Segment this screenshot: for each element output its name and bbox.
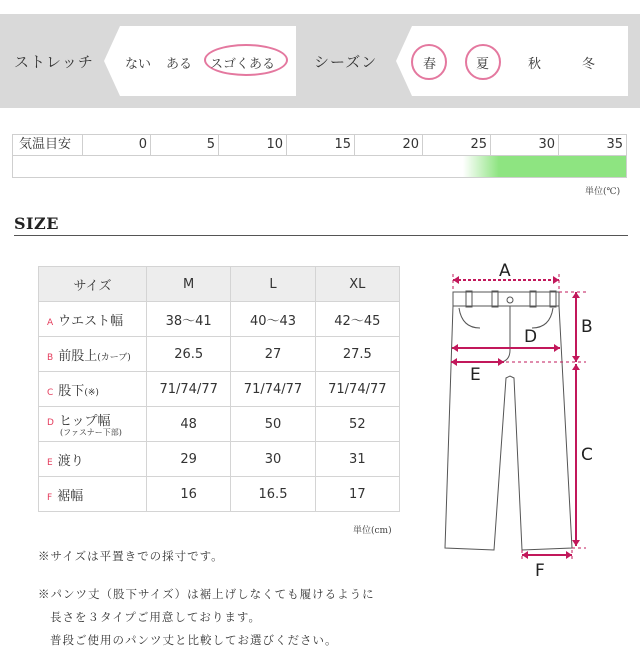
table-cell: 48 (147, 407, 231, 442)
pocket-line (459, 308, 480, 328)
measure-note: (※) (84, 387, 99, 398)
belt-loop (550, 291, 556, 307)
measure-letter: D (47, 418, 54, 428)
measure-letter: C (47, 387, 54, 398)
diagram-label-a: A (499, 261, 511, 281)
stretch-option-very: スゴくある (210, 57, 276, 72)
row-label (39, 407, 147, 442)
measure-note: (ファスナー下部) (60, 428, 122, 437)
temperature-guide (12, 134, 627, 178)
temperature-tick: 20 (355, 135, 423, 155)
temperature-tick: 5 (151, 135, 219, 155)
diagram-label-c: C (581, 445, 593, 465)
row-label (39, 477, 147, 512)
table-cell: 50 (231, 407, 315, 442)
size-table (38, 266, 400, 512)
row-label (39, 442, 147, 477)
table-header-cell: M (147, 267, 231, 302)
measure-letter: F (47, 492, 53, 503)
row-label (39, 302, 147, 337)
measure-name: 渡り (57, 453, 84, 469)
table-row (39, 477, 400, 512)
fly-stitch (502, 306, 510, 362)
table-cell: 16 (147, 477, 231, 512)
size-section-title: SIZE (14, 214, 59, 233)
belt-loop (530, 291, 536, 307)
table-cell: 17 (315, 477, 399, 512)
belt-loop (492, 291, 498, 307)
measure-name: ウエスト幅 (58, 313, 124, 329)
diagram-label-b: B (581, 317, 593, 337)
row-label (39, 337, 147, 372)
waistband-outline (453, 292, 559, 306)
table-header-row (39, 267, 400, 302)
temperature-range-fill (463, 156, 626, 177)
pocket-line (532, 308, 553, 328)
table-cell: 40〜43 (231, 302, 315, 337)
measure-name: 前股上 (58, 348, 98, 364)
season-option-summer: 夏 (476, 57, 490, 72)
table-cell: 71/74/77 (315, 372, 399, 407)
season-label: シーズン (314, 53, 378, 71)
table-cell: 27 (231, 337, 315, 372)
table-cell: 71/74/77 (147, 372, 231, 407)
measure-letter: A (47, 317, 54, 328)
table-row (39, 337, 400, 372)
season-option-winter: 冬 (582, 57, 596, 72)
temperature-unit-note: 単位(℃) (585, 187, 621, 197)
stretch-option-some: ある (166, 57, 193, 72)
note-line: 長さを３タイプご用意しております。 (50, 610, 262, 624)
measure-name: 股下 (58, 383, 85, 399)
table-row (39, 302, 400, 337)
size-unit-note: 単位(cm) (353, 526, 392, 536)
temperature-tick: 35 (606, 137, 623, 152)
table-cell: 29 (147, 442, 231, 477)
measure-name: 裾幅 (57, 488, 84, 504)
note-line: ※パンツ丈（股下サイズ）は裾上げしなくても履けるように (38, 587, 375, 601)
table-cell: 38〜41 (147, 302, 231, 337)
diagram-label-d: D (524, 327, 538, 347)
table-header-cell: サイズ (39, 267, 147, 302)
season-option-spring: 春 (423, 57, 437, 72)
table-cell: 16.5 (231, 477, 315, 512)
pants-illustration (440, 258, 640, 588)
table-cell: 31 (315, 442, 399, 477)
button-shape (507, 297, 513, 303)
stretch-label: ストレッチ (14, 53, 94, 71)
table-cell: 30 (231, 442, 315, 477)
temperature-range-bar (12, 156, 627, 178)
table-cell: 52 (315, 407, 399, 442)
pants-measurement-diagram (440, 258, 640, 588)
belt-loop (466, 291, 472, 307)
pants-outline (445, 306, 572, 550)
table-row (39, 442, 400, 477)
temperature-tick: 25 (423, 135, 491, 155)
temperature-tick: 10 (219, 135, 287, 155)
temperature-tick: 30 (491, 135, 559, 155)
temperature-tick: 15 (287, 135, 355, 155)
diagram-label-f: F (535, 561, 545, 581)
table-cell: 27.5 (315, 337, 399, 372)
note-line: ※サイズは平置きでの採寸です。 (38, 549, 224, 563)
temperature-label: 気温目安 (13, 135, 83, 155)
table-cell: 42〜45 (315, 302, 399, 337)
measure-name: ヒップ幅 (58, 414, 111, 429)
table-row (39, 372, 400, 407)
season-option-autumn: 秋 (528, 57, 542, 72)
table-cell: 26.5 (147, 337, 231, 372)
table-header-cell: L (231, 267, 315, 302)
table-header-cell: XL (315, 267, 399, 302)
measure-letter: B (47, 352, 54, 363)
stretch-option-none: ない (125, 57, 152, 72)
table-row (39, 407, 400, 442)
table-cell: 71/74/77 (231, 372, 315, 407)
measure-letter: E (47, 457, 53, 468)
note-line: 普段ご使用のパンツ丈と比較してお選びください。 (50, 633, 338, 647)
section-divider (14, 235, 628, 236)
temperature-scale (12, 134, 627, 156)
measure-note: (カーブ) (97, 352, 131, 363)
diagram-label-e: E (470, 365, 481, 385)
temperature-tick: 0 (83, 135, 151, 155)
row-label (39, 372, 147, 407)
